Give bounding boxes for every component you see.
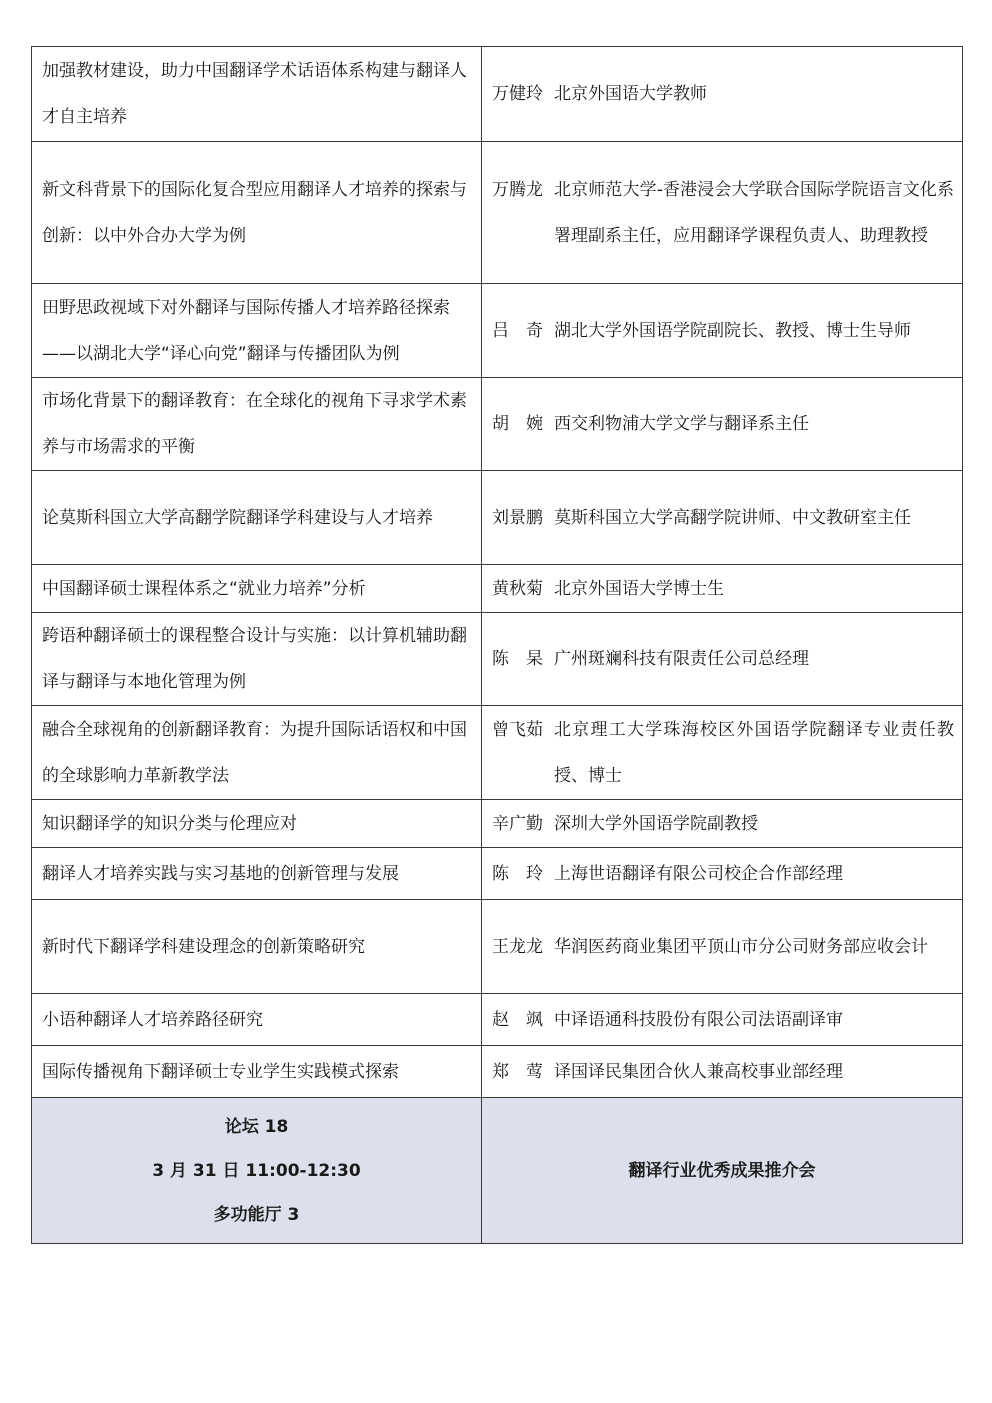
table-row bbox=[32, 284, 963, 378]
table-row bbox=[32, 142, 963, 284]
speaker-name: 陈 杲 bbox=[492, 649, 543, 669]
speaker-affiliation: 莫斯科国立大学高翻学院讲师、中文教研室主任 bbox=[554, 507, 911, 528]
table-row bbox=[32, 471, 963, 565]
forum-info-cell bbox=[32, 1098, 482, 1244]
topic-cell: 中国翻译硕士课程体系之“就业力培养”分析 bbox=[32, 565, 482, 613]
speaker-name: 郑 莺 bbox=[492, 1061, 543, 1082]
speaker-name: 曾飞茹 bbox=[492, 719, 543, 740]
speaker-name: 赵 飒 bbox=[492, 1009, 543, 1030]
topic-cell: 新时代下翻译学科建设理念的创新策略研究 bbox=[32, 900, 482, 994]
speaker-affiliation: 译国译民集团合伙人兼高校事业部经理 bbox=[554, 1061, 843, 1082]
topic-cell: 翻译人才培养实践与实习基地的创新管理与发展 bbox=[32, 848, 482, 900]
topic-cell: 新文科背景下的国际化复合型应用翻译人才培养的探索与创新：以中外合办大学为例 bbox=[32, 142, 482, 284]
schedule-table bbox=[31, 46, 963, 1244]
table-row bbox=[32, 378, 963, 471]
speaker-name: 万腾龙 bbox=[492, 179, 543, 200]
topic-cell: 跨语种翻译硕士的课程整合设计与实施：以计算机辅助翻译与翻译与本地化管理为例 bbox=[32, 613, 482, 706]
table-row bbox=[32, 565, 963, 613]
speaker-name: 万健玲 bbox=[492, 84, 543, 104]
speaker-affiliation: 上海世语翻译有限公司校企合作部经理 bbox=[554, 863, 843, 884]
forum-number: 论坛 18 bbox=[224, 1116, 289, 1137]
speaker-affiliation: 深圳大学外国语学院副教授 bbox=[554, 813, 758, 834]
forum-venue: 多功能厅 3 bbox=[213, 1204, 300, 1225]
topic-cell: 小语种翻译人才培养路径研究 bbox=[32, 994, 482, 1046]
speaker-name: 胡 婉 bbox=[492, 414, 543, 434]
speaker-name: 王龙龙 bbox=[492, 936, 543, 957]
topic-cell: 市场化背景下的翻译教育：在全球化的视角下寻求学术素养与市场需求的平衡 bbox=[32, 378, 482, 471]
speaker-affiliation: 北京外国语大学教师 bbox=[554, 84, 707, 104]
topic-cell: 田野思政视域下对外翻译与国际传播人才培养路径探索——以湖北大学“译心向党”翻译与传播团队为例 bbox=[32, 284, 482, 378]
forum-time: 3 月 31 日 11:00-12:30 bbox=[152, 1160, 361, 1181]
speaker-affiliation: 西交利物浦大学文学与翻译系主任 bbox=[554, 414, 809, 434]
table-row bbox=[32, 994, 963, 1046]
speaker-name: 辛广勤 bbox=[492, 813, 543, 834]
table-row bbox=[32, 47, 963, 142]
forum-header-row bbox=[32, 1098, 963, 1244]
speaker-affiliation: 广州斑斓科技有限责任公司总经理 bbox=[554, 649, 809, 669]
speaker-affiliation: 北京理工大学珠海校区外国语学院翻译专业责任教授、博士 bbox=[554, 719, 954, 786]
topic-cell: 论莫斯科国立大学高翻学院翻译学科建设与人才培养 bbox=[32, 471, 482, 565]
table-row bbox=[32, 848, 963, 900]
table-row bbox=[32, 706, 963, 800]
topic-cell: 国际传播视角下翻译硕士专业学生实践模式探索 bbox=[32, 1046, 482, 1098]
forum-title: 翻译行业优秀成果推介会 bbox=[482, 1098, 963, 1244]
speaker-affiliation: 北京师范大学-香港浸会大学联合国际学院语言文化系署理副系主任，应用翻译学课程负责人、助理教授 bbox=[554, 179, 954, 246]
speaker-affiliation: 湖北大学外国语学院副院长、教授、博士生导师 bbox=[554, 320, 911, 341]
speaker-name: 刘景鹏 bbox=[492, 507, 543, 528]
topic-cell: 加强教材建设，助力中国翻译学术话语体系构建与翻译人才自主培养 bbox=[32, 47, 482, 142]
table-row bbox=[32, 900, 963, 994]
table-row bbox=[32, 613, 963, 706]
table-row bbox=[32, 800, 963, 848]
speaker-name: 黄秋菊 bbox=[492, 578, 543, 599]
speaker-name: 吕 奇 bbox=[492, 320, 543, 341]
speaker-name: 陈 玲 bbox=[492, 863, 543, 884]
topic-cell: 知识翻译学的知识分类与伦理应对 bbox=[32, 800, 482, 848]
speaker-affiliation: 中译语通科技股份有限公司法语副译审 bbox=[554, 1009, 843, 1030]
speaker-affiliation: 华润医药商业集团平顶山市分公司财务部应收会计 bbox=[554, 936, 928, 957]
speaker-affiliation: 北京外国语大学博士生 bbox=[554, 578, 724, 599]
topic-cell: 融合全球视角的创新翻译教育：为提升国际话语权和中国的全球影响力革新教学法 bbox=[32, 706, 482, 800]
table-row bbox=[32, 1046, 963, 1098]
